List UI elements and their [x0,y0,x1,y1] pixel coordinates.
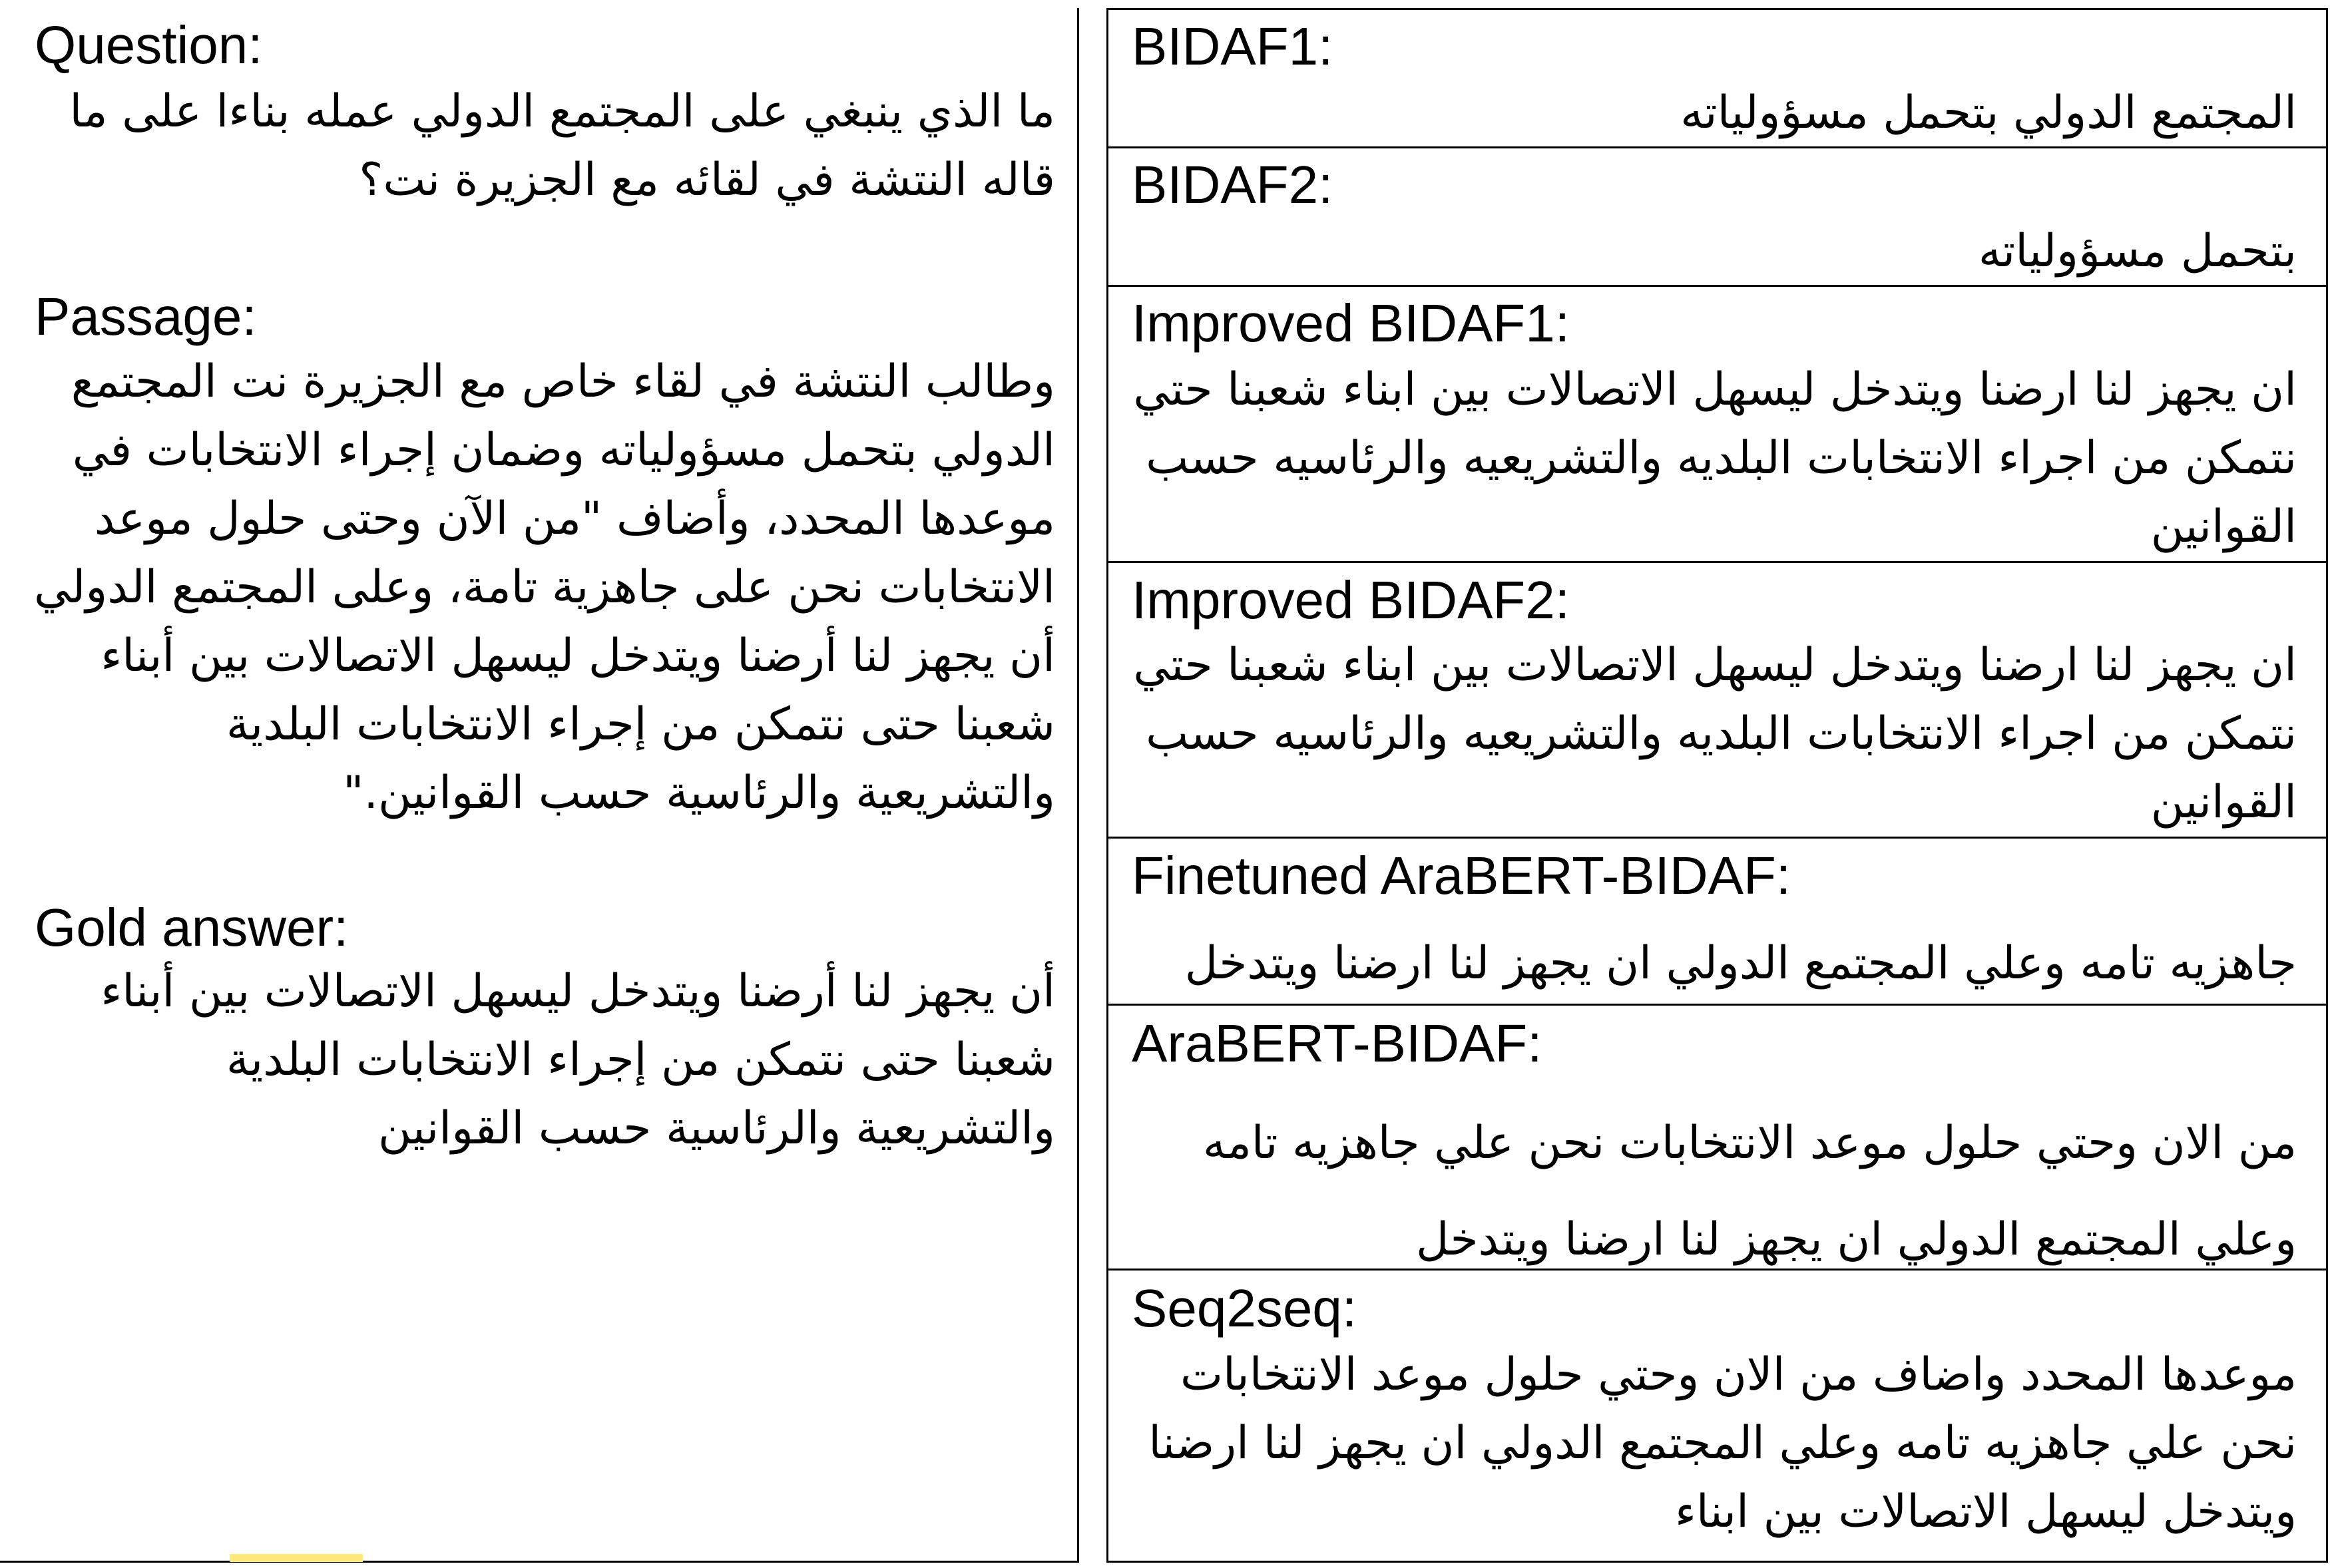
passage-label: Passage: [35,287,257,346]
model-name: Seq2seq: [1132,1278,1357,1338]
model-answer: المجتمع الدولي بتحمل مسؤولياته [1680,87,2297,139]
model-name: AraBERT-BIDAF: [1132,1014,1542,1073]
model-name: Improved BIDAF2: [1132,570,1570,630]
model-answer: بتحمل مسؤولياته [1978,225,2297,278]
passage-text: وطالب النتشة في لقاء خاص مع الجزيرة نت المجتمع الدولي بتحمل مسؤولياته وضمان إجراء الانتخابات في موعدها المحدد، وأضاف "من الآن وحتى حلول موعد الانتخابات نحن على جاهزية تامة، وعلى المجتمع الدولي أن يجهز لنا أرضنا ويتدخل ليسهل الاتصالات بين أبناء شعبنا حتى نتمكن من إجراء الانتخابات البلدية والتشريعية والرئاسية حسب القوانين." [33,355,1055,819]
gold-answer-text: أن يجهز لنا أرضنا ويتدخل ليسهل الاتصالات بين أبناء شعبنا حتى نتمكن من إجراء الانتخابات البلدية والتشريعية والرئاسية حسب القوانين [101,965,1055,1155]
question-label: Question: [35,15,263,75]
model-answer: من الان وحتي حلول موعد الانتخابات نحن علي جاهزيه تامه وعلي المجتمع الدولي ان يجهز لنا ارضنا ويتدخل [1202,1117,2297,1266]
model-answer: ان يجهز لنا ارضنا ويتدخل ليسهل الاتصالات بين ابناء شعبنا حتي نتمكن من اجراء الانتخابات البلديه والتشريعيه والرئاسيه حسب القوانين [1133,363,2297,553]
question-text: ما الذي ينبغي على المجتمع الدولي عمله بناءا على ما قاله النتشة في لقائه مع الجزيرة نت؟ [69,85,1055,206]
model-name: BIDAF2: [1132,155,1333,214]
model-answers-table [1105,0,2330,1568]
model-answer: جاهزيه تامه وعلي المجتمع الدولي ان يجهز لنا ارضنا ويتدخل [1184,937,2297,990]
model-answer: موعدها المحدد واضاف من الان وحتي حلول موعد الانتخابات نحن علي جاهزيه تامه وعلي المجتمع الدولي ان يجهز لنا ارضنا ويتدخل ليسهل الاتصالات بين ابناء [1148,1348,2297,1538]
model-answer: ان يجهز لنا ارضنا ويتدخل ليسهل الاتصالات بين ابناء شعبنا حتي نتمكن من اجراء الانتخابات البلديه والتشريعيه والرئاسيه حسب القوانين [1133,639,2297,829]
model-name: BIDAF1: [1132,17,1333,76]
model-name: Finetuned AraBERT-BIDAF: [1132,846,1791,905]
model-name: Improved BIDAF1: [1132,294,1570,353]
example-panel [0,0,1078,1568]
gold-answer-label: Gold answer: [35,898,349,957]
